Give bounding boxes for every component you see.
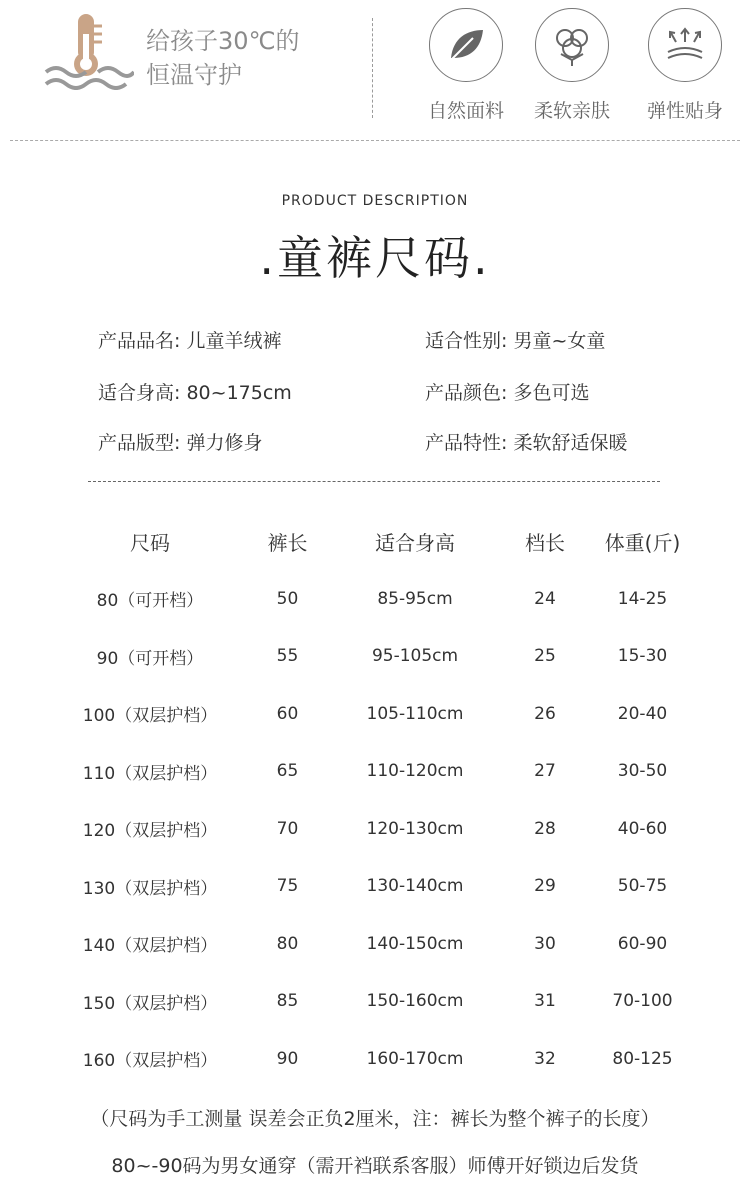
table-cell: 100（双层护档）	[82, 706, 218, 727]
spec-value: 多色可选	[513, 382, 590, 404]
vertical-divider	[372, 18, 373, 118]
spec-item	[98, 378, 292, 405]
table-cell: 70	[276, 818, 299, 839]
table-cell: 150-160cm	[366, 991, 464, 1012]
table-cell: 40-60	[617, 818, 668, 839]
column-header: 裤长	[267, 530, 308, 555]
table-cell: 90（可开档）	[96, 648, 204, 669]
table-cell: 110（双层护档）	[82, 763, 218, 784]
measurement-note: （尺码为手工测量 误差会正负2厘米，注：裤长为整个裤子的长度）	[90, 1108, 660, 1130]
spec-value: 柔软舒适保暖	[513, 432, 628, 454]
table-cell: 30-50	[617, 761, 668, 782]
warm-slogan-line2: 恒温守护	[146, 61, 242, 89]
table-cell: 65	[276, 761, 299, 782]
table-cell: 120（双层护档）	[82, 821, 218, 842]
spec-key: 产品特性 :	[425, 432, 513, 454]
warm-slogan-line1: 给孩子30℃的	[146, 27, 300, 55]
table-cell: 85-95cm	[377, 588, 453, 609]
table-cell: 140-150cm	[366, 933, 464, 954]
stretch-arrows-icon	[648, 8, 722, 82]
feature-label: 弹性贴身	[646, 100, 723, 122]
table-cell: 140（双层护档）	[82, 936, 218, 957]
section-title: .童裤尺码.	[259, 231, 491, 285]
table-header-row	[50, 512, 700, 570]
spec-value: 80~175cm	[186, 382, 292, 404]
table-cell: 24	[534, 588, 556, 609]
table-cell: 32	[534, 1048, 556, 1069]
column-header: 尺码	[130, 530, 170, 555]
table-row	[50, 570, 700, 628]
table-cell: 70-100	[612, 991, 673, 1012]
table-cell: 26	[534, 703, 556, 724]
table-row	[50, 685, 700, 743]
table-cell: 150（双层护档）	[82, 993, 218, 1014]
spec-item	[425, 326, 605, 353]
spec-divider	[88, 481, 660, 482]
table-cell: 25	[534, 646, 556, 667]
table-row	[50, 915, 700, 973]
spec-item	[98, 326, 281, 353]
spec-item	[425, 378, 589, 405]
feature-label: 柔软亲肤	[533, 100, 610, 122]
spec-value: 儿童羊绒裤	[186, 330, 282, 352]
table-row	[50, 628, 700, 686]
warm-slogan	[146, 24, 300, 92]
table-cell: 80-125	[612, 1048, 673, 1069]
table-cell: 90	[276, 1048, 299, 1069]
spec-key: 产品颜色 :	[425, 382, 513, 404]
table-cell: 75	[276, 876, 299, 897]
table-cell: 80（可开档）	[96, 591, 204, 612]
column-header: 体重(斤)	[604, 530, 681, 555]
table-cell: 160（双层护档）	[82, 1051, 218, 1072]
table-cell: 95-105cm	[371, 646, 459, 667]
spec-item	[98, 428, 262, 455]
feature-soft-skin	[517, 8, 627, 123]
shipping-note: 80~-90码为男女通穿（需开裆联系客服）师傅开好锁边后发货	[111, 1155, 639, 1177]
table-cell: 85	[276, 991, 299, 1012]
spec-key: 适合性别 :	[425, 330, 513, 352]
table-cell: 110-120cm	[366, 761, 464, 782]
table-cell: 29	[534, 876, 556, 897]
top-divider	[10, 140, 740, 141]
cotton-icon	[535, 8, 609, 82]
table-row	[50, 800, 700, 858]
leaf-icon	[429, 8, 503, 82]
feature-natural-fabric	[411, 8, 521, 123]
table-cell: 30	[534, 933, 556, 954]
table-cell: 27	[534, 761, 556, 782]
table-cell: 50-75	[617, 876, 668, 897]
table-cell: 60-90	[617, 933, 668, 954]
table-cell: 105-110cm	[366, 703, 464, 724]
table-cell: 130-140cm	[366, 876, 464, 897]
feature-banner	[0, 0, 750, 142]
table-cell: 55	[276, 646, 299, 667]
column-header: 档长	[525, 530, 565, 555]
thermometer-icon	[42, 10, 134, 90]
size-table	[50, 512, 700, 1088]
table-row	[50, 973, 700, 1031]
table-cell: 120-130cm	[366, 818, 464, 839]
spec-item	[425, 428, 627, 455]
spec-value: 男童~女童	[513, 330, 606, 352]
table-cell: 50	[276, 588, 299, 609]
column-header: 适合身高	[375, 530, 455, 555]
table-cell: 14-25	[617, 588, 668, 609]
table-cell: 28	[534, 818, 556, 839]
table-cell: 15-30	[617, 646, 668, 667]
table-row	[50, 858, 700, 916]
spec-key: 产品品名 :	[98, 330, 186, 352]
spec-value: 弹力修身	[186, 432, 263, 454]
table-cell: 20-40	[617, 703, 668, 724]
table-row	[50, 1030, 700, 1088]
spec-key: 产品版型 :	[98, 432, 186, 454]
table-cell: 60	[276, 703, 299, 724]
table-cell: 160-170cm	[366, 1048, 464, 1069]
feature-elastic-fit	[630, 8, 740, 123]
table-cell: 31	[534, 991, 556, 1012]
table-cell: 80	[276, 933, 299, 954]
section-subtitle: PRODUCT DESCRIPTION	[281, 193, 469, 209]
feature-label: 自然面料	[427, 100, 504, 122]
table-row	[50, 743, 700, 801]
table-cell: 130（双层护档）	[82, 878, 218, 899]
spec-key: 适合身高 :	[98, 382, 186, 404]
